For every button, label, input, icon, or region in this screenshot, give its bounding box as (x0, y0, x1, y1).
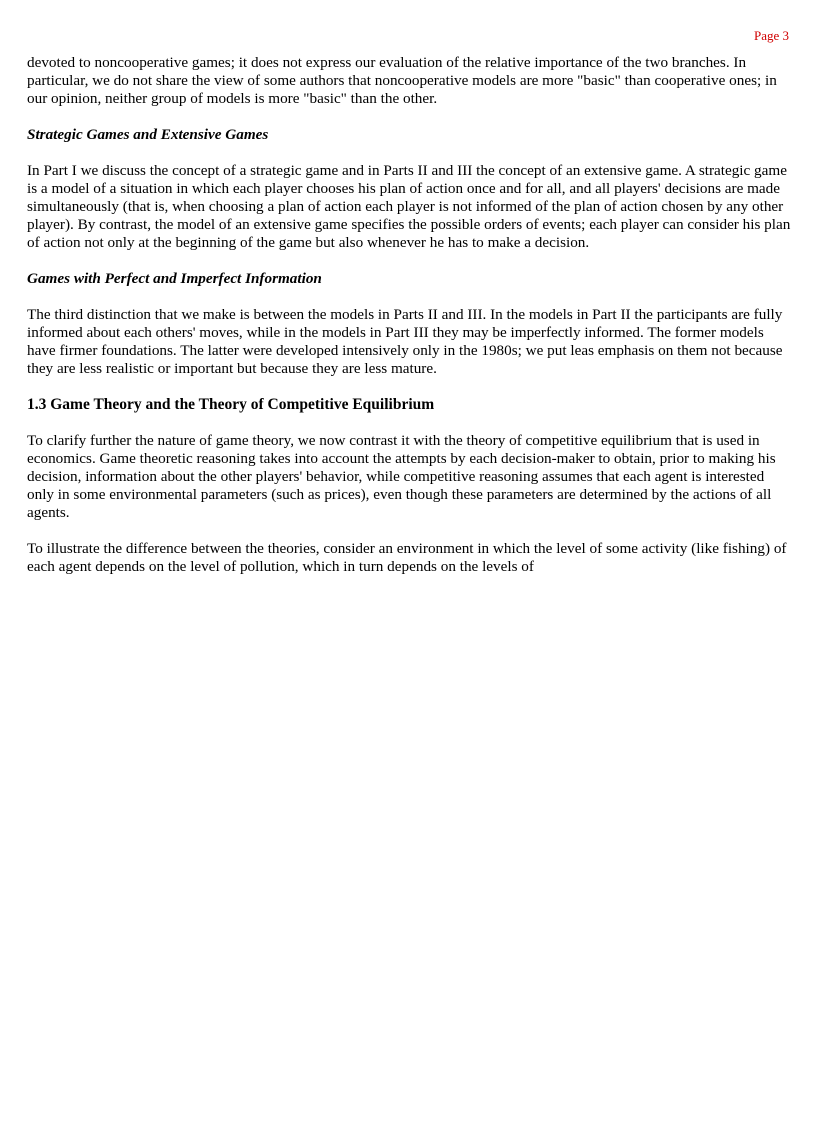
section-1-3-heading: 1.3 Game Theory and the Theory of Competitive Equilibrium (27, 396, 435, 413)
page-number: Page 3 (753, 28, 789, 43)
strategic-games-heading: Strategic Games and Extensive Games (27, 126, 269, 143)
information-games-heading: Games with Perfect and Imperfect Information (27, 270, 322, 287)
equilibrium-paragraph-2: To illustrate the difference between the theories, consider an environment in which the level of some activity (like fishing) of each agent depends on the level of pollution, which in turn depends on the levels of (27, 540, 787, 575)
information-games-paragraph: The third distinction that we make is between the models in Parts II and III. In the models in Part II the participants are fully informed about each others' moves, while in the models in Part III they may be imperfectly informed. The former models have firmer foundations. The latter were developed intensively only in the 1980s; we put leas emphasis on them not because they are less realistic or important but because they are less mature. (27, 306, 783, 377)
document-body (27, 54, 791, 594)
equilibrium-paragraph-1: To clarify further the nature of game theory, we now contrast it with the theory of competitive equilibrium that is used in economics. Game theoretic reasoning takes into account the attempts by each decision-maker to obtain, prior to making his decision, information about the other players' behavior, while competitive reasoning assumes that each agent is interested only in some environmental parameters (such as prices), even though these parameters are determined by the actions of all agents. (27, 432, 776, 521)
intro-paragraph: devoted to noncooperative games; it does not express our evaluation of the relative importance of the two branches. In particular, we do not share the view of some authors that noncooperative models are more "basic" than cooperative ones; in our opinion, neither group of models is more "basic" than the other. (27, 54, 777, 107)
strategic-games-paragraph: In Part I we discuss the concept of a strategic game and in Parts II and III the concept of an extensive game. A strategic game is a model of a situation in which each player chooses his plan of action once and for all, and all players' decisions are made simultaneously (that is, when choosing a plan of action each player is not informed of the plan of action chosen by any other player). By contrast, the model of an extensive game specifies the possible orders of events; each player can consider his plan of action not only at the beginning of the game but also whenever he has to make a decision. (27, 162, 791, 251)
